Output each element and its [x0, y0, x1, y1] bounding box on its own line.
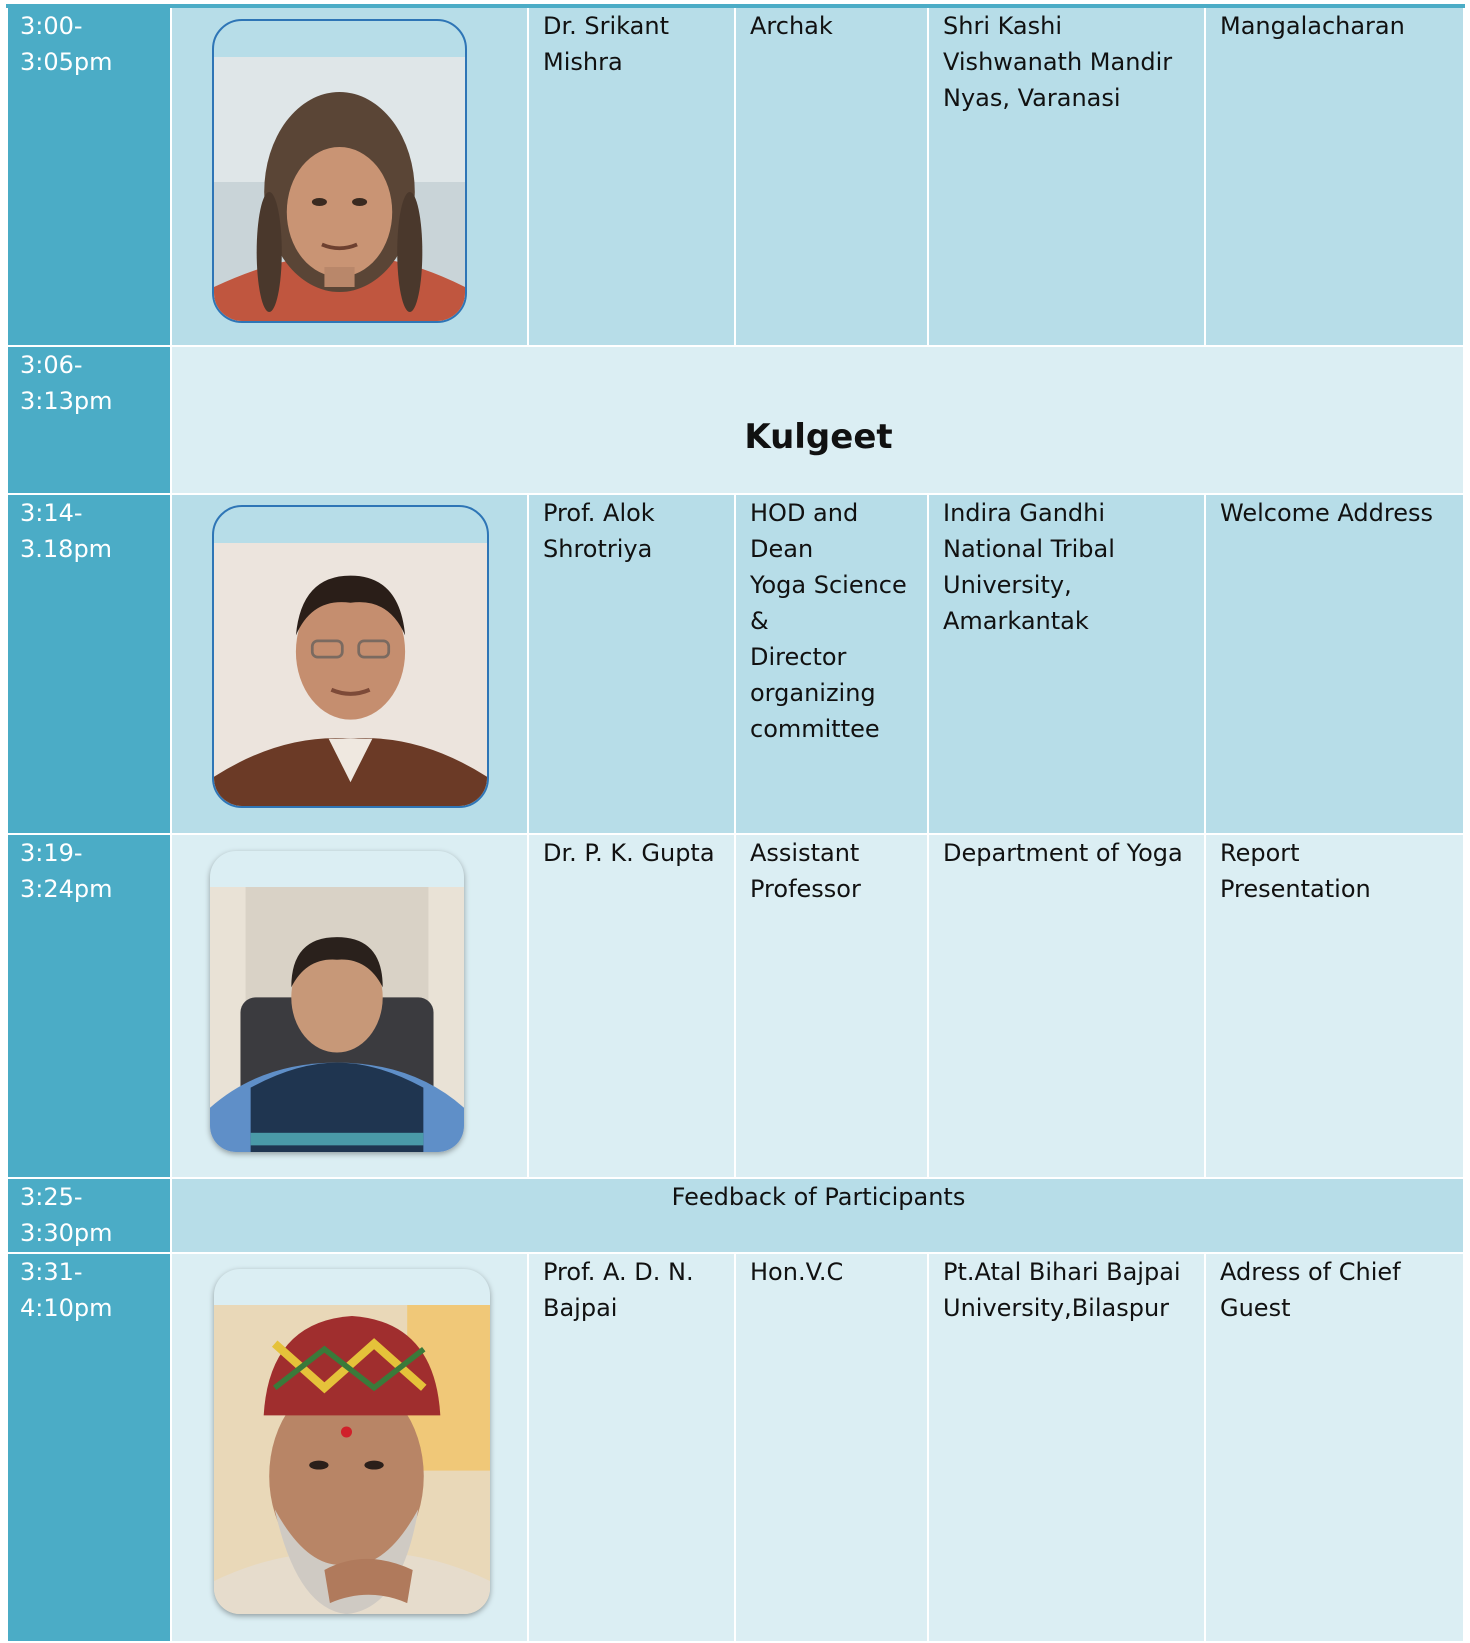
table-row — [7, 494, 1464, 834]
table-row — [7, 6, 1464, 346]
speaker-institution: Department of Yoga — [928, 834, 1205, 1178]
speaker-designation: Hon.V.C — [735, 1253, 928, 1642]
table-row — [7, 1253, 1464, 1642]
schedule-table — [6, 4, 1465, 1643]
event-title: Kulgeet — [744, 417, 893, 457]
speaker-institution: Pt.Atal Bihari Bajpai University,Bilaspur — [928, 1253, 1205, 1642]
speaker-designation: HOD and Dean Yoga Science & Director organizing committee — [735, 494, 928, 834]
speaker-designation: Archak — [735, 6, 928, 346]
speaker-name: Dr. Srikant Mishra — [528, 6, 735, 346]
speaker-photo — [212, 505, 489, 808]
session-role: Mangalacharan — [1205, 6, 1464, 346]
speaker-designation: Assistant Professor — [735, 834, 928, 1178]
speaker-photo-cell — [171, 494, 528, 834]
time-slot: 3:06- 3:13pm — [7, 346, 171, 494]
time-slot: 3:19- 3:24pm — [7, 834, 171, 1178]
speaker-photo-cell — [171, 834, 528, 1178]
session-role: Report Presentation — [1205, 834, 1464, 1178]
event-cell — [171, 346, 1464, 494]
speaker-photo — [210, 851, 464, 1152]
speaker-photo — [212, 19, 467, 323]
time-slot: 3:31- 4:10pm — [7, 1253, 171, 1642]
speaker-name: Prof. Alok Shrotriya — [528, 494, 735, 834]
speaker-name: Prof. A. D. N. Bajpai — [528, 1253, 735, 1642]
time-slot: 3:14- 3.18pm — [7, 494, 171, 834]
session-role: Welcome Address — [1205, 494, 1464, 834]
speaker-institution: Shri Kashi Vishwanath Mandir Nyas, Varanasi — [928, 6, 1205, 346]
session-role: Adress of Chief Guest — [1205, 1253, 1464, 1642]
speaker-photo — [214, 1269, 490, 1614]
speaker-photo-cell — [171, 1253, 528, 1642]
table-row — [7, 346, 1464, 494]
table-row — [7, 834, 1464, 1178]
speaker-institution: Indira Gandhi National Tribal University, Amarkantak — [928, 494, 1205, 834]
event-cell: Feedback of Participants — [171, 1178, 1464, 1253]
speaker-photo-cell — [171, 6, 528, 346]
time-slot: 3:25- 3:30pm — [7, 1178, 171, 1253]
speaker-name: Dr. P. K. Gupta — [528, 834, 735, 1178]
table-row — [7, 1178, 1464, 1253]
time-slot: 3:00- 3:05pm — [7, 6, 171, 346]
